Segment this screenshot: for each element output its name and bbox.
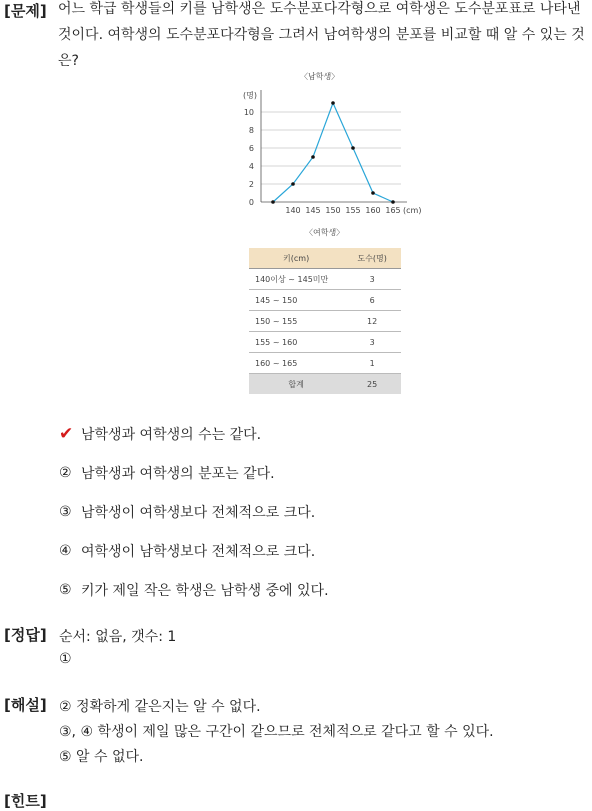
answer-line-1: 순서: 없음, 갯수: 1 [59, 629, 177, 645]
choice-text: 남학생과 여학생의 분포는 같다. [81, 466, 275, 482]
data-point [391, 200, 395, 204]
table-cell-count: 6 [343, 290, 401, 311]
table-row [249, 353, 401, 374]
choice-number: ④ [59, 543, 72, 559]
y-tick-label: 6 [248, 144, 254, 153]
y-tick-label: 4 [248, 162, 254, 171]
table-title: 〈여학생〉 [305, 228, 345, 237]
answer-line-2: ① [59, 651, 72, 667]
chart-title: 〈남학생〉 [300, 72, 340, 81]
table-total-row [249, 374, 401, 395]
check-mark-icon: ✔ [59, 424, 74, 444]
x-tick-label: 165 [385, 206, 401, 215]
table-header-height: 키(cm) [249, 248, 343, 269]
choice-text: 여학생이 남학생보다 전체적으로 크다. [81, 544, 316, 560]
choice-number: ③ [59, 504, 72, 520]
table-cell-range: 145 ~ 150 [249, 290, 343, 311]
x-tick-label: 155 [345, 206, 361, 215]
table-row [249, 290, 401, 311]
table-row [249, 311, 401, 332]
y-tick-label: 8 [248, 126, 254, 135]
frequency-table [249, 248, 401, 394]
problem-label: [문제] [4, 2, 47, 20]
choice-text: 키가 제일 작은 학생은 남학생 중에 있다. [81, 583, 329, 599]
table-cell-range: 155 ~ 160 [249, 332, 343, 353]
data-point [351, 146, 355, 150]
x-axis-unit-label: (cm) [403, 206, 422, 215]
table-total-label: 합계 [249, 374, 343, 395]
series-line [273, 103, 393, 202]
choice-4[interactable] [59, 541, 315, 561]
data-point [311, 155, 315, 159]
explanation-line-1: ② 정확하게 같은지는 알 수 없다. [59, 699, 261, 715]
problem-text: 어느 학급 학생들의 키를 남학생은 도수분포다각형으로 여학생은 도수분포표로 나타낸 것이다. 여학생의 도수분포다각형을 그려서 남여학생의 분포를 비교할 때 알 수 있는 것은? [58, 1, 585, 69]
table-header-count: 도수(명) [343, 248, 401, 269]
choice-text: 남학생이 여학생보다 전체적으로 크다. [81, 505, 316, 521]
x-tick-label: 145 [305, 206, 321, 215]
table-total-value: 25 [343, 374, 401, 395]
hint-label: [힌트] [4, 792, 47, 810]
y-tick-label: 2 [248, 180, 254, 189]
choice-text: 남학생과 여학생의 수는 같다. [81, 427, 262, 443]
y-axis-unit-label: (명) [243, 91, 257, 100]
choice-2[interactable] [59, 463, 275, 483]
x-tick-label: 150 [325, 206, 341, 215]
choice-3[interactable] [59, 502, 315, 522]
explanation-line-3: ⑤ 알 수 없다. [59, 749, 144, 765]
frequency-polygon-chart [232, 86, 422, 221]
explanation-label: [해설] [4, 696, 47, 714]
data-point [371, 191, 375, 195]
data-point [291, 182, 295, 186]
x-tick-label: 140 [285, 206, 301, 215]
table-cell-count: 3 [343, 269, 401, 290]
data-point [271, 200, 275, 204]
y-tick-label: 0 [248, 198, 254, 207]
choice-number: ② [59, 465, 72, 481]
table-cell-count: 12 [343, 311, 401, 332]
table-row [249, 332, 401, 353]
table-row [249, 269, 401, 290]
choice-number: ⑤ [59, 582, 72, 598]
y-tick-label: 10 [243, 108, 254, 117]
explanation-line-2: ③, ④ 학생이 제일 많은 구간이 같으므로 전체적으로 같다고 할 수 있다. [59, 724, 494, 740]
x-tick-label: 160 [365, 206, 381, 215]
table-cell-range: 160 ~ 165 [249, 353, 343, 374]
table-cell-range: 140이상 ~ 145미만 [249, 269, 343, 290]
answer-label: [정답] [4, 626, 47, 644]
table-cell-count: 1 [343, 353, 401, 374]
choice-1[interactable] [59, 424, 261, 444]
data-point [331, 101, 335, 105]
table-cell-count: 3 [343, 332, 401, 353]
choice-5[interactable] [59, 580, 329, 600]
table-cell-range: 150 ~ 155 [249, 311, 343, 332]
